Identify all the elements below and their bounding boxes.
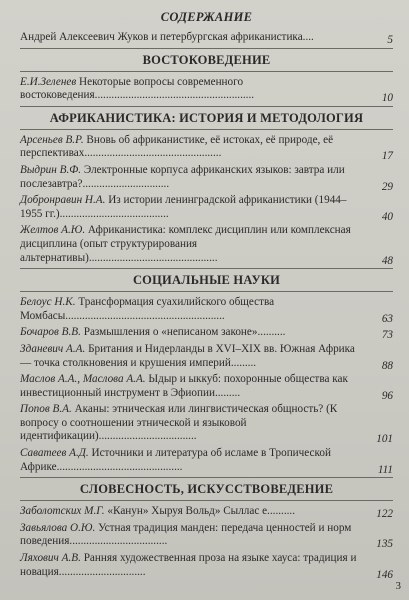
toc-entry[interactable] — [20, 194, 393, 221]
entry-author: Зданевич А.А. — [20, 342, 86, 355]
section-rule-top — [20, 48, 393, 49]
entry-title: Ранняя художественная проза на языке хауса: традиция и новация............................... — [20, 552, 357, 578]
entry-author: Заболотских М.Г. — [20, 505, 105, 518]
entry-author: Завьялова О.Ю. — [20, 521, 96, 534]
toc-entry[interactable] — [20, 552, 393, 579]
toc-entry[interactable] — [20, 326, 393, 340]
entry-title: Трансформация суахилийского общества Момбасы......................................................... — [20, 296, 275, 322]
entry-title: Андрей Алексеевич Жуков и петербургская африканистика.... — [20, 31, 314, 43]
entry-text — [20, 224, 393, 265]
entry-author: Добронравин Н.А. — [20, 194, 106, 207]
entry-text — [20, 31, 393, 45]
entry-title: Африканистика: комплекс дисциплин или комплексная дисциплина (опыт структурирования альтернативы).............................................. — [20, 224, 351, 264]
entry-title: Устная традиция манден: передача ценностей и норм поведения................................... — [20, 521, 352, 548]
entry-text — [20, 296, 393, 323]
section-heading: СОЦИАЛЬНЫЕ НАУКИ — [132, 273, 281, 288]
entry-author: Бочаров В.В. — [20, 326, 81, 339]
entry-text — [20, 552, 393, 579]
entry-title: Вновь об африканистике, её истоках, её природе, её перспективах................................................. — [20, 133, 334, 160]
entry-page-number: 135 — [376, 538, 393, 551]
entry-text — [20, 505, 393, 519]
entry-page-number: 48 — [381, 254, 393, 267]
section-rule-bottom — [20, 71, 393, 72]
entry-text — [20, 326, 393, 340]
entry-text — [20, 343, 393, 370]
entry-page-number: 101 — [376, 433, 393, 446]
toc-entry[interactable] — [20, 505, 393, 519]
section-rule-top — [20, 268, 393, 269]
entry-page-number: 29 — [381, 180, 393, 193]
entry-text — [20, 76, 393, 103]
toc-entry[interactable] — [20, 134, 393, 161]
entry-title: Аканы: этническая или лингвистическая общность? (К вопросу о соотношении этнической и языковой идентификации)................................... — [20, 403, 338, 443]
section-rule-bottom — [20, 500, 393, 501]
entry-author: Желтов А.Ю. — [20, 224, 86, 237]
entry-text — [20, 522, 393, 549]
entry-text — [20, 134, 393, 161]
section-rule-bottom — [20, 129, 393, 130]
entry-title: Британия и Нидерланды в XVI–XIX вв. Южная Африка — точка столкновения и крушения империй......... — [20, 342, 355, 369]
entry-page-number: 122 — [376, 508, 393, 521]
entry-title: Из истории ленинградской африканистики (1944–1955 гг.)....................................... — [20, 194, 347, 220]
entry-text — [20, 194, 393, 221]
entry-author: Маслов А.А., Маслова А.А. — [20, 373, 146, 386]
entry-title: Размышления о «неписаном законе».......... — [83, 326, 286, 339]
entry-page-number: 96 — [381, 389, 393, 402]
section-heading: ВОСТОКОВЕДЕНИЕ — [142, 52, 271, 67]
entry-title: Источники и литература об исламе в Тропической Африке............................................. — [20, 447, 331, 473]
entry-text — [20, 164, 393, 191]
entry-author: Ляхович А.В. — [20, 552, 81, 565]
toc-title: СОДЕРЖАНИЕ — [160, 10, 253, 24]
entry-author: Белоус Н.К. — [20, 296, 76, 309]
toc-entry[interactable] — [20, 343, 393, 370]
entry-page-number: 63 — [381, 312, 393, 325]
entry-page-number: 73 — [381, 329, 393, 342]
entry-author: Арсеньев В.Р. — [20, 133, 84, 146]
entry-page-number: 5 — [387, 34, 393, 46]
section-heading: СЛОВЕСНОСТЬ, ИСКУССТВОВЕДЕНИЕ — [79, 482, 334, 497]
toc-entry[interactable] — [20, 522, 393, 549]
toc-entry[interactable] — [20, 224, 393, 265]
entry-page-number: 40 — [381, 210, 393, 223]
toc-entry[interactable] — [20, 31, 393, 45]
entry-title: Ыдыр и ыккуб: похоронные общества как инвестиционный инструмент в Эфиопии......... — [20, 373, 348, 399]
page-number: 3 — [395, 580, 401, 592]
entry-author: Попов В.А. — [20, 403, 72, 416]
entry-author: Выдрин В.Ф. — [20, 163, 82, 176]
entry-page-number: 88 — [381, 359, 393, 372]
entry-text — [20, 403, 393, 444]
entry-author: Саватеев А.Д. — [20, 447, 89, 460]
entry-title: Некоторые вопросы современного востоковедения......................................................... — [20, 75, 255, 102]
entry-page-number: 17 — [381, 150, 393, 163]
toc-entry[interactable] — [20, 403, 393, 444]
entry-text — [20, 447, 393, 474]
section-rule-bottom — [20, 291, 393, 292]
section-rule-top — [20, 106, 393, 107]
toc-body — [20, 31, 393, 579]
entry-page-number: 146 — [376, 568, 393, 581]
entry-title: Электронные корпуса африканских языков: завтра или послезавтра?............................... — [20, 163, 345, 190]
entry-author: Е.И.Зеленев — [20, 75, 77, 88]
toc-entry[interactable] — [20, 296, 393, 323]
section-heading: АФРИКАНИСТИКА: ИСТОРИЯ И МЕТОДОЛОГИЯ — [49, 110, 364, 125]
toc-entry[interactable] — [20, 76, 393, 103]
entry-title: «Канун» Хыруя Вольд» Сыллас е.......... — [107, 505, 296, 518]
entry-page-number: 111 — [377, 463, 393, 476]
entry-text — [20, 373, 393, 400]
entry-page-number: 10 — [381, 92, 393, 105]
toc-entry[interactable] — [20, 164, 393, 191]
section-rule-top — [20, 477, 393, 478]
toc-entry[interactable] — [20, 373, 393, 400]
toc-entry[interactable] — [20, 447, 393, 474]
